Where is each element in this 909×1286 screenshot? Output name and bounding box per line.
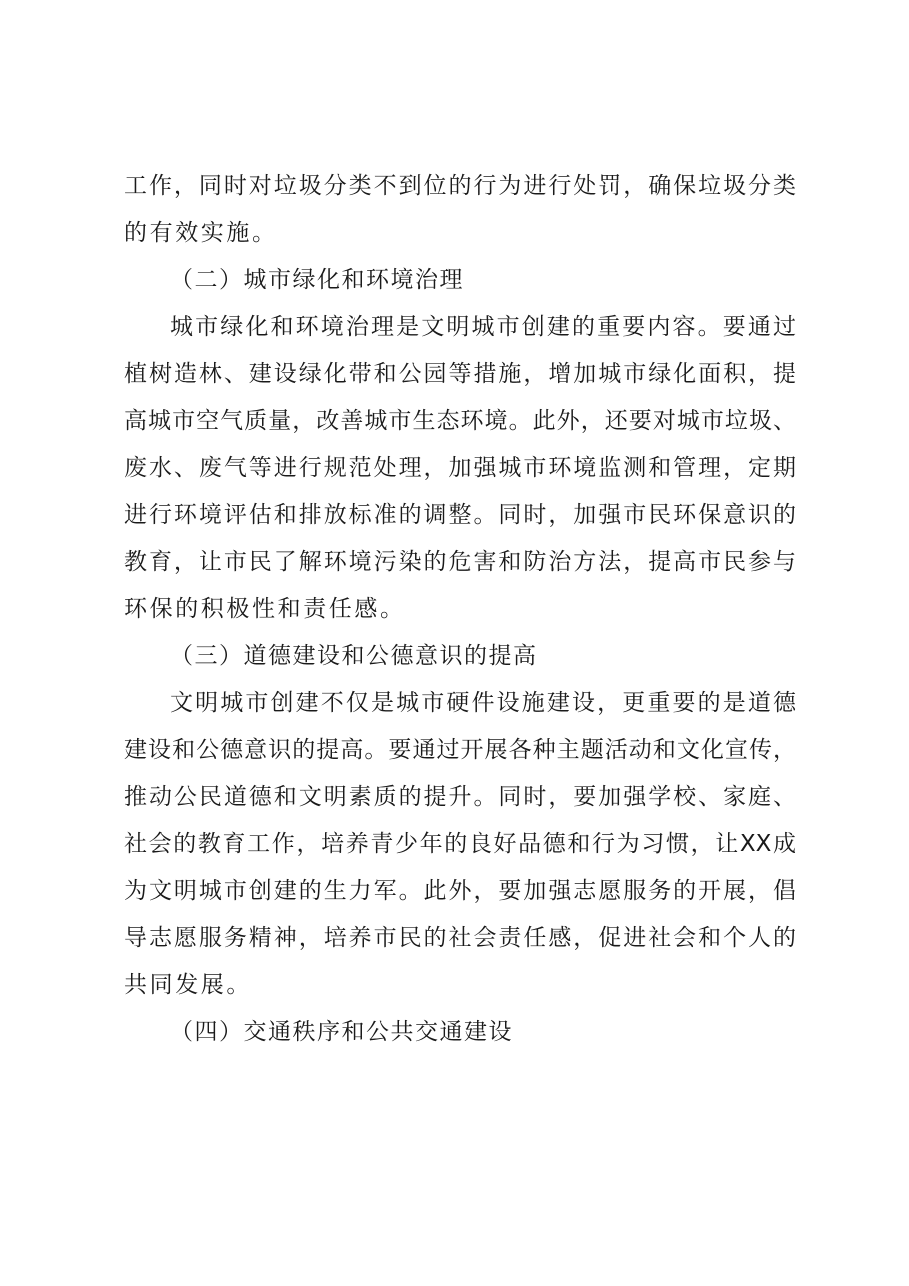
- paragraph-greening: [124, 304, 796, 633]
- text-line: 工作，同时对垃圾分类不到位的行为进行处罚，确保垃圾分类: [124, 173, 796, 199]
- text-line: 高城市空气质量，改善城市生态环境。此外，还要对城市垃圾、: [124, 408, 796, 434]
- section-heading-3: （三）道德建设和公德意识的提高: [170, 643, 538, 669]
- text-line: 废水、废气等进行规范处理，加强城市环境监测和管理，定期: [124, 455, 796, 481]
- text-line: 的有效实施。: [124, 220, 278, 246]
- paragraph-morality: [124, 680, 796, 1009]
- text-line: 环保的积极性和责任感。: [124, 596, 406, 622]
- text-line: 建设和公德意识的提高。要通过开展各种主题活动和文化宣传，: [124, 737, 796, 763]
- text-line: 推动公民道德和文明素质的提升。同时，要加强学校、家庭、: [124, 784, 796, 810]
- paragraph-continuation: [124, 163, 796, 257]
- section-heading-4: （四）交通秩序和公共交通建设: [170, 1019, 513, 1045]
- text-line: 进行环境评估和排放标准的调整。同时，加强市民环保意识的: [124, 502, 796, 528]
- section-heading-2: （二）城市绿化和环境治理: [170, 267, 464, 293]
- text-line: 教育，让市民了解环境污染的危害和防治方法，提高市民参与: [124, 549, 796, 575]
- text-line: 为文明城市创建的生力军。此外，要加强志愿服务的开展，倡: [124, 878, 796, 904]
- text-line: 城市绿化和环境治理是文明城市创建的重要内容。要通过: [170, 314, 796, 340]
- text-line: 共同发展。: [124, 972, 252, 998]
- text-line: 社会的教育工作，培养青少年的良好品德和行为习惯，让XX成: [124, 831, 796, 857]
- text-line: 文明城市创建不仅是城市硬件设施建设，更重要的是道德: [170, 690, 796, 716]
- document-body: [124, 163, 796, 1056]
- text-line: 植树造林、建设绿化带和公园等措施，增加城市绿化面积，提: [124, 361, 796, 387]
- text-line: 导志愿服务精神，培养市民的社会责任感，促进社会和个人的: [124, 925, 796, 951]
